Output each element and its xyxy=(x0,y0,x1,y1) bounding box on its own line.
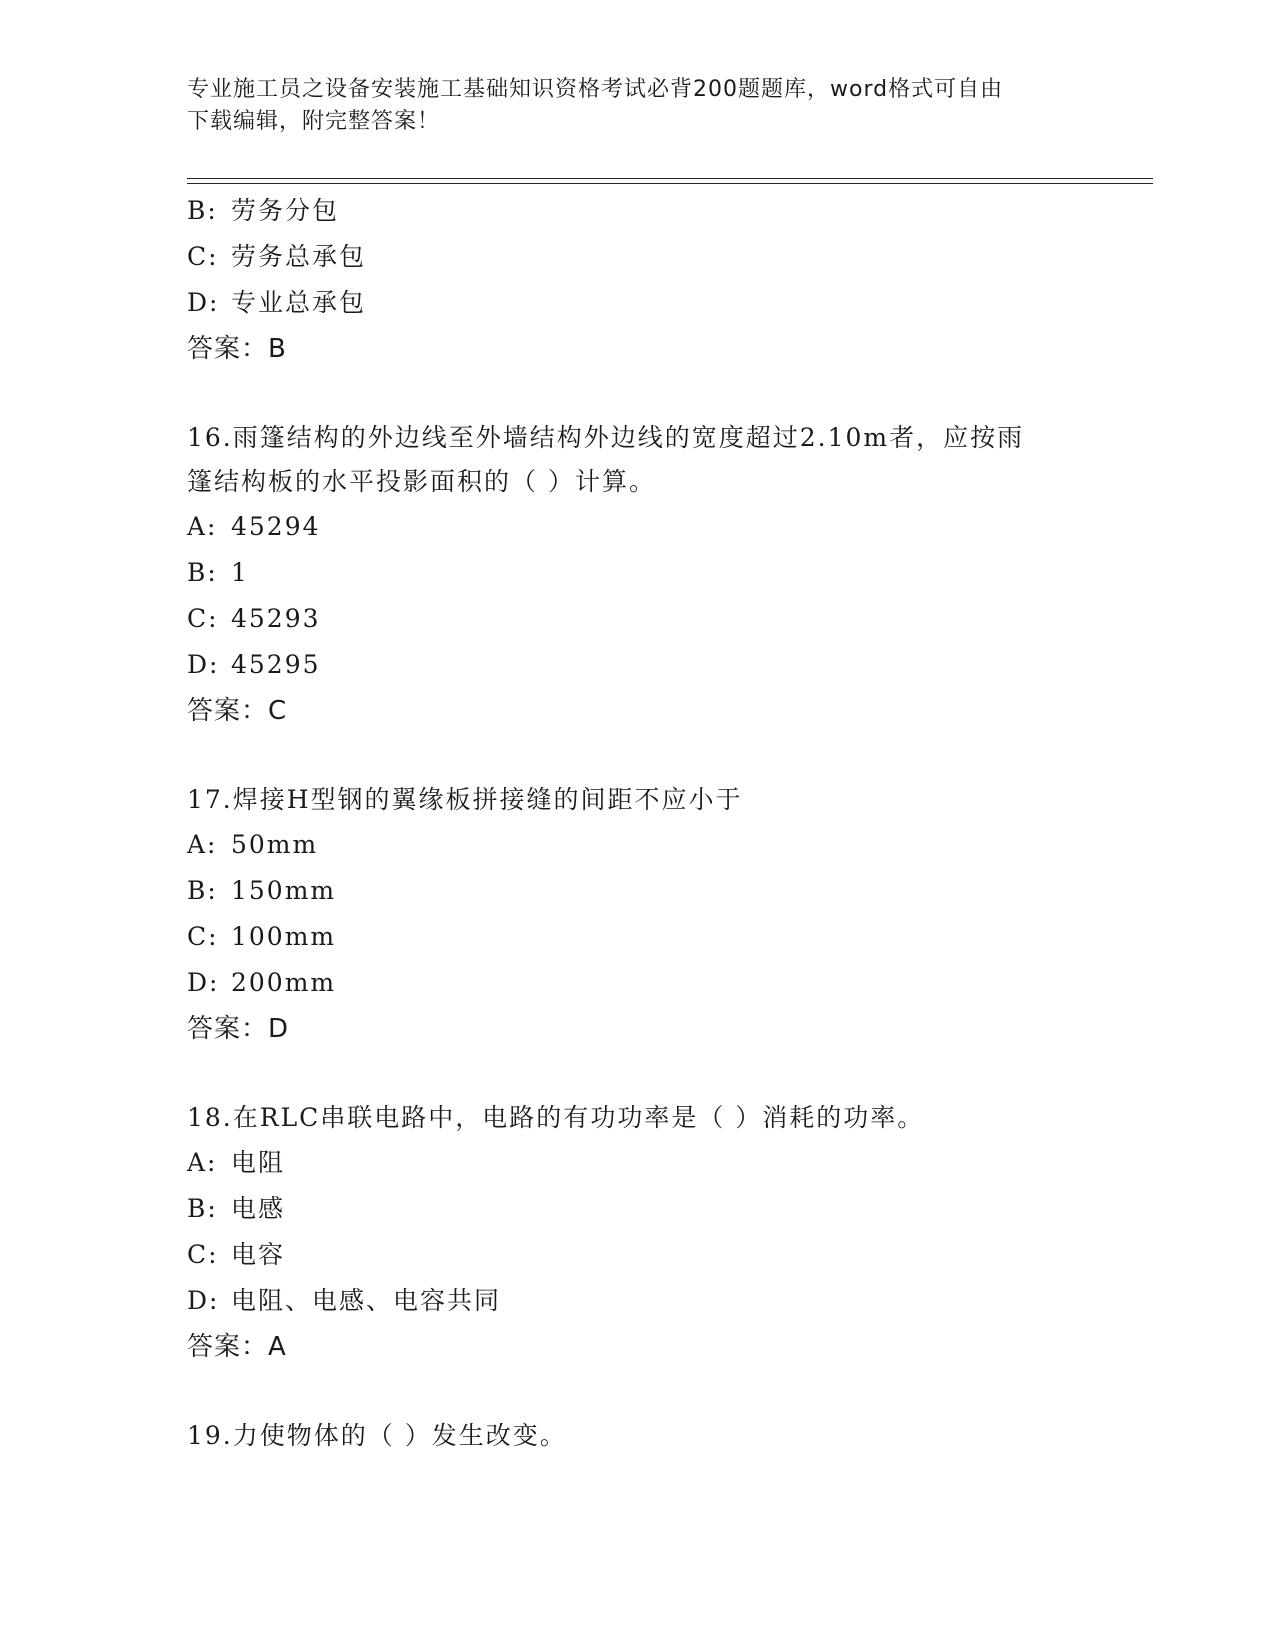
question-19 xyxy=(187,1414,1087,1458)
question-15-continued xyxy=(187,188,1087,372)
question-text-line-1: 16.雨篷结构的外边线至外墙结构外边线的宽度超过2.10m者，应按雨 xyxy=(187,423,1025,452)
option-d xyxy=(187,1278,1087,1324)
option-label: C: xyxy=(187,922,219,951)
question-text xyxy=(187,1414,1087,1458)
option-text: 电阻 xyxy=(231,1148,286,1177)
question-list xyxy=(187,188,1087,1458)
option-text: 150mm xyxy=(231,876,337,905)
option-label: B: xyxy=(187,876,218,905)
option-label: B: xyxy=(187,196,218,225)
option-text: 45293 xyxy=(231,604,321,633)
option-c xyxy=(187,914,1087,960)
option-label: B: xyxy=(187,1194,218,1223)
option-c xyxy=(187,1232,1087,1278)
option-text: 45294 xyxy=(231,512,321,541)
option-b xyxy=(187,1186,1087,1232)
option-text: 劳务分包 xyxy=(231,196,340,225)
question-text-line-1: 18.在RLC串联电路中，电路的有功功率是（ ）消耗的功率。 xyxy=(187,1103,925,1132)
option-a xyxy=(187,504,1087,550)
option-text: 200mm xyxy=(231,968,337,997)
option-label: B: xyxy=(187,558,218,587)
answer: 答案：C xyxy=(187,696,288,726)
question-text-line-1: 17.焊接H型钢的翼缘板拼接缝的间距不应小于 xyxy=(187,785,743,814)
option-text: 100mm xyxy=(231,922,337,951)
option-label: C: xyxy=(187,604,219,633)
option-text: 45295 xyxy=(231,650,321,679)
option-d xyxy=(187,642,1087,688)
question-16 xyxy=(187,416,1087,734)
option-label: A: xyxy=(187,830,218,859)
option-text: 劳务总承包 xyxy=(231,242,367,271)
option-text: 电容 xyxy=(231,1240,286,1269)
option-label: D: xyxy=(187,968,220,997)
option-c xyxy=(187,234,1087,280)
option-label: A: xyxy=(187,512,218,541)
option-label: D: xyxy=(187,650,220,679)
header-line-2: 下载编辑，附完整答案！ xyxy=(187,109,441,134)
answer: 答案：D xyxy=(187,1014,290,1044)
question-17 xyxy=(187,778,1087,1052)
option-text: 1 xyxy=(231,558,249,587)
question-text xyxy=(187,416,1087,504)
option-label: D: xyxy=(187,288,220,317)
header-divider-top xyxy=(187,178,1153,179)
header-line-1: 专业施工员之设备安装施工基础知识资格考试必背200题题库，word格式可自由 xyxy=(187,77,1004,102)
option-a xyxy=(187,822,1087,868)
option-text: 50mm xyxy=(231,830,319,859)
option-label: D: xyxy=(187,1286,220,1315)
question-text xyxy=(187,1096,1087,1140)
option-text: 专业总承包 xyxy=(231,288,367,317)
option-b xyxy=(187,868,1087,914)
option-a xyxy=(187,1140,1087,1186)
option-text: 电感 xyxy=(231,1194,286,1223)
answer: 答案：B xyxy=(187,334,287,364)
question-18 xyxy=(187,1096,1087,1370)
document-header xyxy=(187,74,1087,138)
answer: 答案：A xyxy=(187,1332,287,1362)
option-b xyxy=(187,550,1087,596)
option-d xyxy=(187,280,1087,326)
option-label: C: xyxy=(187,242,219,271)
option-text: 电阻、电感、电容共同 xyxy=(231,1286,502,1315)
question-text xyxy=(187,778,1087,822)
option-c xyxy=(187,596,1087,642)
option-label: C: xyxy=(187,1240,219,1269)
option-b xyxy=(187,188,1087,234)
option-d xyxy=(187,960,1087,1006)
question-text-line-2: 篷结构板的水平投影面积的（ ）计算。 xyxy=(187,467,656,496)
header-divider-bottom xyxy=(187,183,1153,184)
option-label: A: xyxy=(187,1148,218,1177)
question-text-line-1: 19.力使物体的（ ）发生改变。 xyxy=(187,1421,567,1450)
